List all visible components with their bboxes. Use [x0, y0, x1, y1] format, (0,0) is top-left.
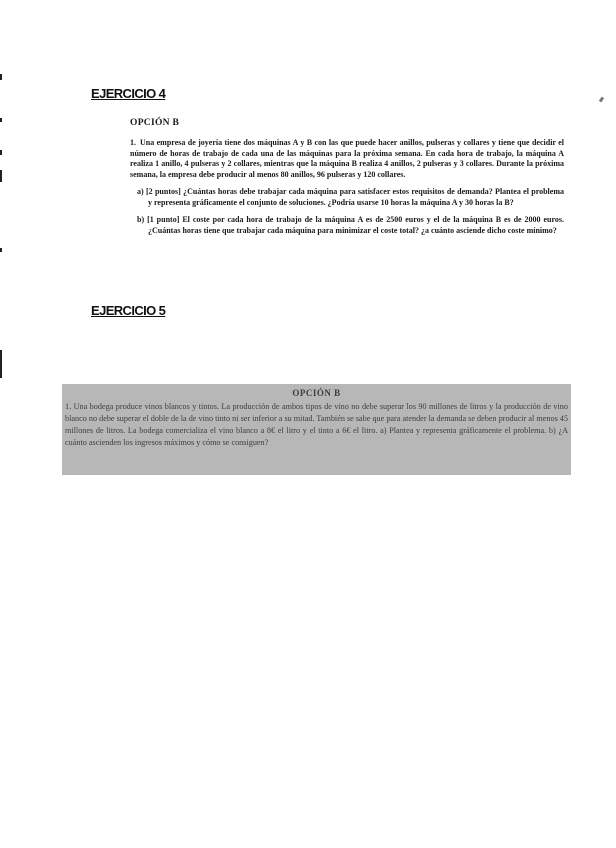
scan-margin-mark [0, 350, 2, 378]
exercise-5-scanned-box [62, 384, 571, 475]
scan-margin-mark [0, 248, 2, 252]
exercise-5-heading: EJERCICIO 5 [91, 303, 166, 318]
scan-margin-mark [0, 150, 2, 155]
problem-number: 1. [130, 138, 136, 147]
part-a-label: a) [2 puntos] [137, 187, 181, 196]
part-a-text: ¿Cuántas horas debe trabajar cada máquina para satisfacer estos requisitos de demanda? Plantea el problema y representa gráficamente el conjunto de soluciones. ¿Podría usarse 10 horas la máquina A y 30 horas la B? [148, 187, 564, 207]
scan-margin-mark [0, 118, 2, 122]
part-b-text: El coste por cada hora de trabajo de la máquina A es de 2500 euros y el de la máquina B es de 2000 euros. ¿Cuántas horas tiene que trabajar cada máquina para minimizar el coste total? ¿a cuánto asciende dicho coste mínimo? [148, 215, 565, 235]
problem-statement: Una empresa de joyería tiene dos máquinas A y B con las que puede hacer anillos, pulseras y collares y tiene que decidir el número de horas de trabajo de cada una de las máquinas para la próxima semana. En cada hora de trabajo, la máquina A realiza 1 anillo, 4 pulseras y 2 collares, mientras que la máquina B realiza 4 anillos, 2 pulseras y 3 collares. Durante la próxima semana, la empresa debe producir al menos 80 anillos, 96 pulseras y 120 collares. [130, 138, 564, 179]
exercise-4-problem [130, 138, 564, 180]
scan-margin-mark [0, 74, 2, 80]
exercise-4-block [130, 118, 564, 236]
exercise-4-heading: EJERCICIO 4 [91, 86, 166, 101]
exercise-4-part-b [137, 215, 565, 236]
exercise-4-option-title: OPCIÓN B [130, 118, 180, 128]
exercise-5-option-title: OPCIÓN B [292, 388, 341, 398]
part-b-label: b) [1 punto] [137, 215, 180, 224]
scan-margin-mark [0, 170, 2, 182]
exercise-5-problem: 1. Una bodega produce vinos blancos y tintos. La producción de ambos tipos de vino no debe superar los 90 millones de litros y la producción de vino blanco no debe superar el doble de la de vino tinto ni ser inferior a su mitad. También se sabe que para atender la demanda se deben producir al menos 45 millones de litros. La bodega comercializa el vino blanco a 8€ el litro y el tinto a 6€ el litro. a) Plantea y representa gráficamente el problema. b) ¿A cuánto ascienden los ingresos máximos y cómo se consiguen? [65, 402, 568, 447]
scan-speck [599, 97, 604, 103]
exercise-4-part-a [137, 187, 564, 208]
